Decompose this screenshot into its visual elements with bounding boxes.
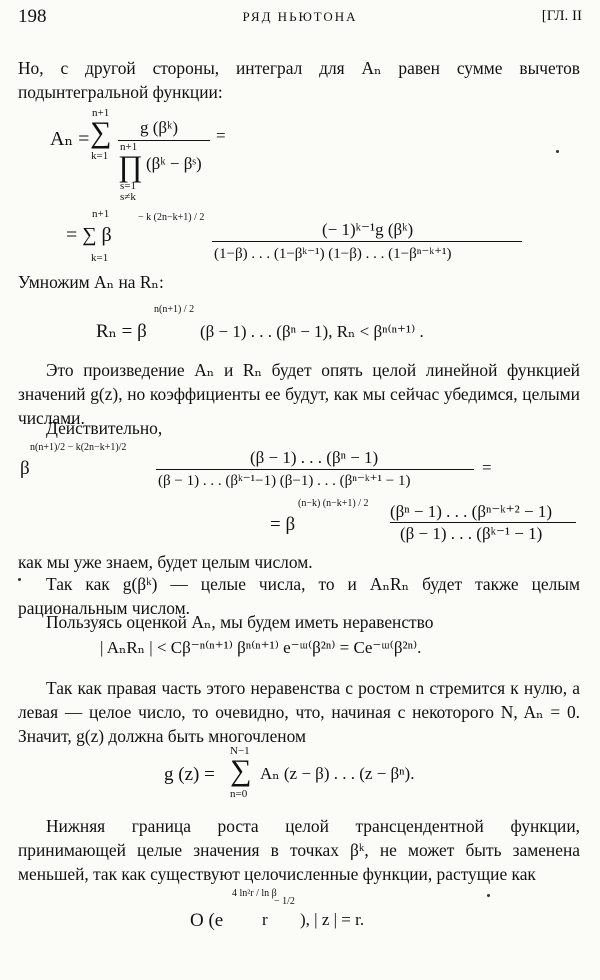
fraction-bar-3 <box>156 469 474 470</box>
rn-rest: (β − 1) . . . (βⁿ − 1), Rₙ < βⁿ⁽ⁿ⁺¹⁾ . <box>200 322 424 341</box>
product-upper-limit: n+1 <box>120 141 138 153</box>
sum2-beta-exponent: − k (2n−k+1) / 2 <box>138 212 205 223</box>
growth-r: r <box>262 910 268 929</box>
print-speck <box>487 894 490 897</box>
sum2-lower-limit: k=1 <box>91 252 109 264</box>
paragraph-multiply: Умножим Aₙ на Rₙ: <box>18 272 164 292</box>
fraction-bar-2 <box>212 241 522 242</box>
running-header <box>18 6 582 30</box>
paragraph-estimate: Пользуясь оценкой Aₙ, мы будем иметь неравенство <box>46 612 434 632</box>
beta-exponent-4: (n−k) (n−k+1) / 2 <box>298 498 369 509</box>
equals-sign: = <box>216 126 226 145</box>
g-lhs: g (z) = <box>164 764 215 785</box>
growth-r-exponent: − 1/2 <box>274 896 295 907</box>
sum-lower-limit: k=1 <box>91 150 109 162</box>
beta-lhs-4: = β <box>270 514 296 535</box>
sum-symbol: ∑ <box>90 116 112 149</box>
paragraph-known: как мы уже знаем, будет целым числом. <box>18 552 313 572</box>
residue-numerator: g (βᵏ) <box>140 118 179 137</box>
equals-sign-3: = <box>482 458 492 477</box>
paragraph-residues: Но, с другой стороны, интеграл для Aₙ равен сумме вычетов подынтегральной функции: <box>18 58 580 102</box>
print-speck <box>18 578 21 581</box>
residue-denominator: (βᵏ − βˢ) <box>146 154 202 173</box>
page-number: 198 <box>18 6 47 27</box>
product-exclusion: s≠k <box>120 191 136 203</box>
sum2-numerator: (− 1)ᵏ⁻¹g (βᵏ) <box>322 220 414 239</box>
fraction-bar-4 <box>390 522 576 523</box>
rn-lhs: Rₙ = β <box>96 321 147 342</box>
sum-upper-limit: n+1 <box>92 107 110 119</box>
chapter-label: [ГЛ. II <box>541 8 582 24</box>
product-lower-limit: s=1 <box>120 180 136 192</box>
coef-denominator: (β − 1) . . . (βᵏ⁻¹−1) (β−1) . . . (βⁿ⁻ᵏ⁺¹ − 1) <box>158 473 411 489</box>
sum2-upper-limit: n+1 <box>92 208 110 220</box>
paragraph-product: Это произведение Aₙ и Rₙ будет опять целой линейной функцией значений g(z), но коэффициенты ее будут, как мы сейчас убедимся, целыми числами. <box>18 360 580 428</box>
rn-exponent: n(n+1) / 2 <box>154 304 195 315</box>
g-sum-upper: N−1 <box>230 745 250 757</box>
an-lhs: Aₙ = <box>50 128 90 150</box>
beta-exponent: n(n+1)/2 − k(2n−k+1)/2 <box>30 442 127 453</box>
product-symbol: ∏ <box>118 150 143 183</box>
inequality: | AₙRₙ | < Cβ⁻ⁿ⁽ⁿ⁺¹⁾ βⁿ⁽ⁿ⁺¹⁾ e⁻ᵚ⁽β²ⁿ⁾ = Ce⁻ᵚ⁽β²ⁿ⁾. <box>100 638 422 657</box>
print-speck <box>556 150 559 153</box>
growth-rest: ), | z | = r. <box>300 910 365 929</box>
coef4-numerator: (βⁿ − 1) . . . (βⁿ⁻ᵏ⁺² − 1) <box>390 502 552 521</box>
paragraph-lower-bound: Нижняя граница роста целой трансцендентной функции, принимающей целые значения в точках βᵏ, не может быть заменена меньшей, так как существуют целочисленные функции, растущие как <box>18 816 580 884</box>
paragraph-indeed: Действительно, <box>46 418 163 438</box>
big-o: O (e <box>190 910 224 931</box>
beta-base: β <box>20 458 30 479</box>
coef4-denominator: (β − 1) . . . (βᵏ⁻¹ − 1) <box>400 524 543 543</box>
paragraph-limit: Так как правая часть этого неравенства с ростом n стремится к нулю, а левая — целое число, то очевидно, что, начиная с некоторого N, Aₙ = 0. Значит, g(z) должна быть многочленом <box>18 678 580 746</box>
g-sum-lower: n=0 <box>230 788 248 800</box>
running-title: РЯД НЬЮТОНА <box>242 9 358 24</box>
paragraph-integer: Так как g(βᵏ) — целые числа, то и AₙRₙ будет также целым рациональным числом. <box>18 574 580 618</box>
g-sum-symbol: ∑ <box>230 754 252 787</box>
growth-exponent: 4 ln²r / ln β <box>232 888 277 899</box>
coef-numerator: (β − 1) . . . (βⁿ − 1) <box>250 448 379 467</box>
sum2-denominator: (1−β) . . . (1−βᵏ⁻¹) (1−β) . . . (1−βⁿ⁻ᵏ⁺¹) <box>214 246 452 262</box>
g-rest: Aₙ (z − β) . . . (z − βⁿ). <box>260 764 415 783</box>
sum2-expression: = ∑ β <box>66 224 112 246</box>
